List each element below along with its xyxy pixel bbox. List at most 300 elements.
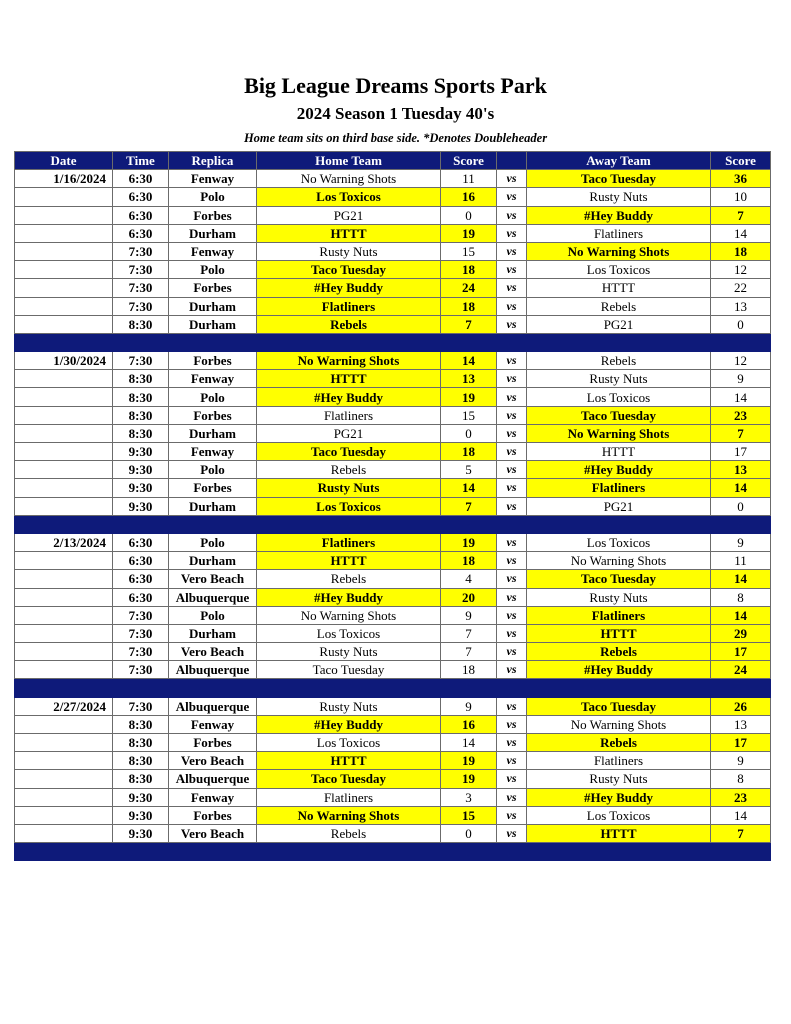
separator-cell [169, 515, 257, 533]
away-team: HTTT [527, 443, 711, 461]
separator-cell [15, 679, 113, 697]
game-row [15, 697, 771, 715]
schedule-note: Home team sits on third base side. *Denotes Doubleheader [243, 131, 548, 145]
game-row [15, 643, 771, 661]
home-team: HTTT [257, 752, 441, 770]
game-field: Vero Beach [169, 752, 257, 770]
vs-label: vs [497, 297, 527, 315]
col-header-home-team: Home Team [257, 152, 441, 170]
separator-cell [497, 843, 527, 861]
home-team: PG21 [257, 206, 441, 224]
separator-cell [15, 333, 113, 351]
home-score: 16 [441, 715, 497, 733]
away-team: No Warning Shots [527, 715, 711, 733]
vs-label: vs [497, 370, 527, 388]
vs-label: vs [497, 624, 527, 642]
vs-label: vs [497, 461, 527, 479]
home-score: 20 [441, 588, 497, 606]
home-team: #Hey Buddy [257, 588, 441, 606]
game-row [15, 370, 771, 388]
home-team: Taco Tuesday [257, 770, 441, 788]
game-time: 7:30 [113, 297, 169, 315]
game-date [15, 570, 113, 588]
game-date [15, 370, 113, 388]
game-row [15, 297, 771, 315]
away-score: 13 [711, 297, 771, 315]
col-header-home-score: Score [441, 152, 497, 170]
game-row [15, 570, 771, 588]
game-field: Durham [169, 224, 257, 242]
game-time: 7:30 [113, 352, 169, 370]
separator-cell [257, 333, 441, 351]
game-field: Forbes [169, 406, 257, 424]
away-score: 24 [711, 661, 771, 679]
away-team: PG21 [527, 315, 711, 333]
home-score: 19 [441, 224, 497, 242]
separator-cell [15, 843, 113, 861]
away-team: Taco Tuesday [527, 170, 711, 188]
home-score: 18 [441, 661, 497, 679]
game-time: 8:30 [113, 715, 169, 733]
game-date [15, 734, 113, 752]
schedule-table [14, 151, 771, 861]
vs-label: vs [497, 734, 527, 752]
away-team: Rebels [527, 734, 711, 752]
vs-label: vs [497, 388, 527, 406]
game-row [15, 424, 771, 442]
game-time: 8:30 [113, 424, 169, 442]
game-date [15, 497, 113, 515]
away-score: 14 [711, 388, 771, 406]
away-score: 7 [711, 424, 771, 442]
home-team: Los Toxicos [257, 734, 441, 752]
home-team: Rusty Nuts [257, 479, 441, 497]
separator-cell [711, 843, 771, 861]
away-score: 23 [711, 788, 771, 806]
game-row [15, 443, 771, 461]
home-score: 15 [441, 242, 497, 260]
week-separator [15, 515, 771, 533]
vs-label: vs [497, 533, 527, 551]
separator-cell [257, 679, 441, 697]
game-row [15, 806, 771, 824]
game-date [15, 661, 113, 679]
game-row [15, 824, 771, 842]
home-score: 0 [441, 424, 497, 442]
vs-label: vs [497, 279, 527, 297]
game-date [15, 643, 113, 661]
game-time: 7:30 [113, 242, 169, 260]
game-row [15, 242, 771, 260]
separator-cell [257, 843, 441, 861]
home-score: 7 [441, 315, 497, 333]
game-row [15, 788, 771, 806]
home-team: No Warning Shots [257, 606, 441, 624]
game-date [15, 388, 113, 406]
game-field: Polo [169, 388, 257, 406]
game-date: 1/30/2024 [15, 352, 113, 370]
home-team: Flatliners [257, 406, 441, 424]
home-team: Rusty Nuts [257, 697, 441, 715]
separator-cell [113, 679, 169, 697]
vs-label: vs [497, 824, 527, 842]
home-team: Flatliners [257, 533, 441, 551]
game-field: Vero Beach [169, 824, 257, 842]
game-date [15, 479, 113, 497]
away-team: #Hey Buddy [527, 206, 711, 224]
away-team: Flatliners [527, 224, 711, 242]
game-time: 9:30 [113, 497, 169, 515]
home-score: 14 [441, 479, 497, 497]
vs-label: vs [497, 570, 527, 588]
home-score: 19 [441, 533, 497, 551]
away-score: 14 [711, 606, 771, 624]
game-date [15, 443, 113, 461]
game-field: Fenway [169, 788, 257, 806]
away-score: 26 [711, 697, 771, 715]
game-date: 1/16/2024 [15, 170, 113, 188]
game-field: Forbes [169, 352, 257, 370]
away-score: 18 [711, 242, 771, 260]
home-team: Los Toxicos [257, 497, 441, 515]
game-time: 7:30 [113, 624, 169, 642]
home-score: 7 [441, 643, 497, 661]
game-field: Forbes [169, 734, 257, 752]
away-team: Taco Tuesday [527, 406, 711, 424]
away-team: Flatliners [527, 606, 711, 624]
away-team: Los Toxicos [527, 261, 711, 279]
game-field: Polo [169, 606, 257, 624]
separator-cell [527, 679, 711, 697]
game-time: 6:30 [113, 533, 169, 551]
separator-cell [257, 515, 441, 533]
away-score: 9 [711, 533, 771, 551]
game-row [15, 224, 771, 242]
vs-label: vs [497, 552, 527, 570]
home-score: 14 [441, 734, 497, 752]
away-team: No Warning Shots [527, 552, 711, 570]
home-team: Rebels [257, 824, 441, 842]
separator-cell [441, 515, 497, 533]
game-date [15, 242, 113, 260]
home-score: 19 [441, 770, 497, 788]
separator-cell [441, 843, 497, 861]
separator-cell [113, 333, 169, 351]
separator-cell [497, 679, 527, 697]
away-team: Rusty Nuts [527, 588, 711, 606]
home-team: HTTT [257, 370, 441, 388]
game-time: 6:30 [113, 206, 169, 224]
game-field: Forbes [169, 279, 257, 297]
game-row [15, 533, 771, 551]
game-row [15, 170, 771, 188]
away-team: Los Toxicos [527, 388, 711, 406]
away-team: HTTT [527, 624, 711, 642]
game-time: 7:30 [113, 697, 169, 715]
game-date: 2/13/2024 [15, 533, 113, 551]
game-date [15, 461, 113, 479]
separator-cell [169, 333, 257, 351]
home-score: 4 [441, 570, 497, 588]
home-score: 13 [441, 370, 497, 388]
home-score: 14 [441, 352, 497, 370]
game-time: 6:30 [113, 170, 169, 188]
game-date [15, 806, 113, 824]
game-date [15, 606, 113, 624]
away-team: Flatliners [527, 479, 711, 497]
game-time: 6:30 [113, 188, 169, 206]
game-time: 9:30 [113, 824, 169, 842]
game-date [15, 261, 113, 279]
away-team: PG21 [527, 497, 711, 515]
col-header-time: Time [113, 152, 169, 170]
week-separator [15, 333, 771, 351]
away-score: 0 [711, 497, 771, 515]
away-team: Flatliners [527, 752, 711, 770]
vs-label: vs [497, 661, 527, 679]
game-time: 9:30 [113, 806, 169, 824]
col-header-date: Date [15, 152, 113, 170]
game-row [15, 588, 771, 606]
separator-cell [497, 515, 527, 533]
game-field: Polo [169, 533, 257, 551]
vs-label: vs [497, 406, 527, 424]
game-row [15, 661, 771, 679]
away-score: 14 [711, 570, 771, 588]
home-team: Flatliners [257, 297, 441, 315]
game-time: 8:30 [113, 388, 169, 406]
game-field: Fenway [169, 443, 257, 461]
vs-label: vs [497, 443, 527, 461]
home-score: 0 [441, 206, 497, 224]
home-score: 18 [441, 297, 497, 315]
away-score: 11 [711, 552, 771, 570]
game-row [15, 388, 771, 406]
game-row [15, 261, 771, 279]
away-team: Rusty Nuts [527, 770, 711, 788]
separator-cell [113, 515, 169, 533]
game-date [15, 424, 113, 442]
game-field: Fenway [169, 370, 257, 388]
home-score: 18 [441, 261, 497, 279]
away-team: Rusty Nuts [527, 188, 711, 206]
game-row [15, 606, 771, 624]
week-separator [15, 843, 771, 861]
game-field: Durham [169, 624, 257, 642]
game-field: Albuquerque [169, 661, 257, 679]
away-score: 17 [711, 734, 771, 752]
home-team: Rusty Nuts [257, 643, 441, 661]
separator-cell [711, 333, 771, 351]
page-title: Big League Dreams Sports Park [244, 73, 547, 98]
home-team: Rebels [257, 315, 441, 333]
game-time: 8:30 [113, 770, 169, 788]
separator-cell [15, 515, 113, 533]
vs-label: vs [497, 479, 527, 497]
game-field: Durham [169, 297, 257, 315]
game-field: Forbes [169, 806, 257, 824]
season-subtitle: 2024 Season 1 Tuesday 40's [296, 104, 495, 123]
game-date [15, 279, 113, 297]
game-field: Polo [169, 461, 257, 479]
col-header-away-team: Away Team [527, 152, 711, 170]
vs-label: vs [497, 188, 527, 206]
col-header-replica: Replica [169, 152, 257, 170]
home-score: 5 [441, 461, 497, 479]
separator-cell [527, 333, 711, 351]
home-team: Rebels [257, 570, 441, 588]
separator-cell [711, 679, 771, 697]
game-date [15, 752, 113, 770]
away-score: 14 [711, 224, 771, 242]
game-row [15, 461, 771, 479]
separator-cell [441, 333, 497, 351]
game-row [15, 279, 771, 297]
away-team: #Hey Buddy [527, 461, 711, 479]
game-field: Vero Beach [169, 570, 257, 588]
vs-label: vs [497, 588, 527, 606]
separator-cell [169, 843, 257, 861]
separator-cell [527, 843, 711, 861]
away-score: 14 [711, 806, 771, 824]
week-separator [15, 679, 771, 697]
game-time: 7:30 [113, 606, 169, 624]
away-score: 17 [711, 443, 771, 461]
game-field: Durham [169, 424, 257, 442]
col-header-away-score: Score [711, 152, 771, 170]
game-row [15, 734, 771, 752]
home-score: 19 [441, 752, 497, 770]
home-score: 18 [441, 443, 497, 461]
separator-cell [527, 515, 711, 533]
game-date [15, 824, 113, 842]
vs-label: vs [497, 715, 527, 733]
game-field: Fenway [169, 715, 257, 733]
game-date [15, 406, 113, 424]
home-team: Flatliners [257, 788, 441, 806]
away-score: 0 [711, 315, 771, 333]
away-team: Rebels [527, 352, 711, 370]
away-team: Taco Tuesday [527, 697, 711, 715]
game-time: 9:30 [113, 788, 169, 806]
game-time: 8:30 [113, 370, 169, 388]
game-row [15, 188, 771, 206]
home-team: #Hey Buddy [257, 715, 441, 733]
home-score: 16 [441, 188, 497, 206]
table-header-row [15, 152, 771, 170]
game-row [15, 479, 771, 497]
vs-label: vs [497, 206, 527, 224]
away-score: 10 [711, 188, 771, 206]
away-score: 17 [711, 643, 771, 661]
separator-cell [711, 515, 771, 533]
game-row [15, 315, 771, 333]
home-score: 15 [441, 406, 497, 424]
home-score: 7 [441, 624, 497, 642]
game-date: 2/27/2024 [15, 697, 113, 715]
game-row [15, 624, 771, 642]
home-team: Taco Tuesday [257, 261, 441, 279]
separator-cell [497, 333, 527, 351]
vs-label: vs [497, 424, 527, 442]
away-score: 29 [711, 624, 771, 642]
vs-label: vs [497, 606, 527, 624]
home-team: HTTT [257, 224, 441, 242]
home-score: 9 [441, 606, 497, 624]
vs-label: vs [497, 261, 527, 279]
game-row [15, 497, 771, 515]
away-team: Rusty Nuts [527, 370, 711, 388]
vs-label: vs [497, 352, 527, 370]
away-score: 23 [711, 406, 771, 424]
game-time: 9:30 [113, 443, 169, 461]
game-field: Fenway [169, 170, 257, 188]
game-field: Albuquerque [169, 588, 257, 606]
home-team: No Warning Shots [257, 806, 441, 824]
game-field: Albuquerque [169, 697, 257, 715]
home-team: Taco Tuesday [257, 661, 441, 679]
home-team: Taco Tuesday [257, 443, 441, 461]
away-score: 36 [711, 170, 771, 188]
away-team: HTTT [527, 824, 711, 842]
game-field: Polo [169, 261, 257, 279]
home-team: Rebels [257, 461, 441, 479]
game-field: Forbes [169, 206, 257, 224]
game-date [15, 315, 113, 333]
separator-cell [169, 679, 257, 697]
game-field: Polo [169, 188, 257, 206]
away-score: 8 [711, 588, 771, 606]
home-team: No Warning Shots [257, 170, 441, 188]
home-team: Los Toxicos [257, 624, 441, 642]
vs-label: vs [497, 770, 527, 788]
col-header-vs [497, 152, 527, 170]
vs-label: vs [497, 643, 527, 661]
schedule-body [15, 170, 771, 861]
home-team: Rusty Nuts [257, 242, 441, 260]
home-team: #Hey Buddy [257, 279, 441, 297]
away-team: #Hey Buddy [527, 788, 711, 806]
game-field: Vero Beach [169, 643, 257, 661]
away-team: Rebels [527, 643, 711, 661]
game-time: 6:30 [113, 570, 169, 588]
game-row [15, 206, 771, 224]
vs-label: vs [497, 224, 527, 242]
vs-label: vs [497, 806, 527, 824]
away-team: HTTT [527, 279, 711, 297]
away-score: 22 [711, 279, 771, 297]
vs-label: vs [497, 497, 527, 515]
away-score: 13 [711, 715, 771, 733]
away-team: No Warning Shots [527, 424, 711, 442]
game-field: Forbes [169, 479, 257, 497]
game-date [15, 297, 113, 315]
home-score: 0 [441, 824, 497, 842]
away-team: Taco Tuesday [527, 570, 711, 588]
home-team: HTTT [257, 552, 441, 570]
game-field: Fenway [169, 242, 257, 260]
away-score: 13 [711, 461, 771, 479]
vs-label: vs [497, 242, 527, 260]
home-team: #Hey Buddy [257, 388, 441, 406]
home-score: 3 [441, 788, 497, 806]
away-team: No Warning Shots [527, 242, 711, 260]
away-score: 8 [711, 770, 771, 788]
away-team: Los Toxicos [527, 533, 711, 551]
game-date [15, 588, 113, 606]
game-date [15, 206, 113, 224]
separator-cell [113, 843, 169, 861]
